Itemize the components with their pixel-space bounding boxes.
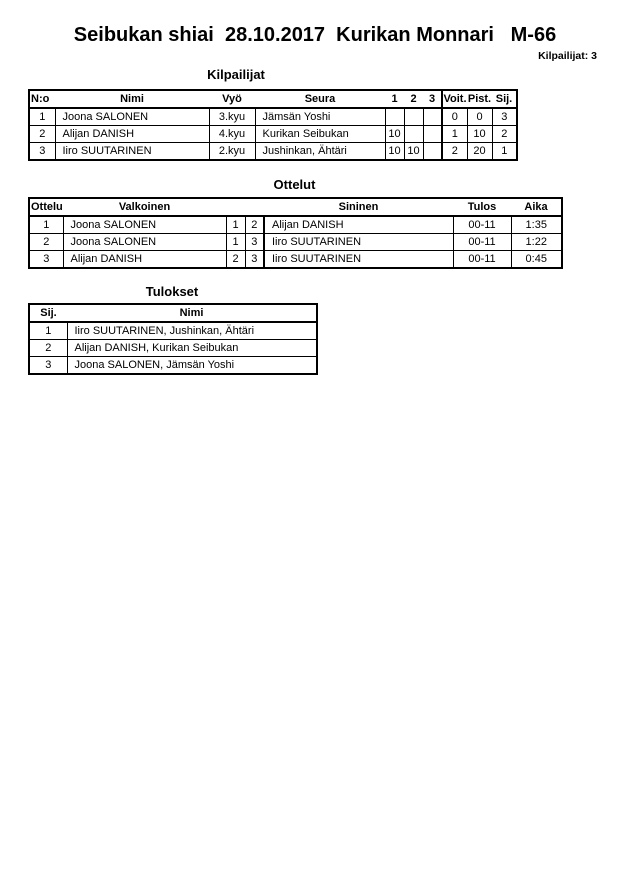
cell-match3 (423, 126, 442, 143)
column-header-no: N:o (29, 90, 55, 108)
cell-sininen: Iiro SUUTARINEN (264, 234, 453, 251)
column-header-match2: 2 (404, 90, 423, 108)
column-header-voit: Voit. (442, 90, 467, 108)
cell-match3 (423, 108, 442, 126)
cell-pist: 10 (467, 126, 492, 143)
section-heading-kilpailijat: Kilpailijat (207, 67, 265, 82)
cell-ottelu: 2 (29, 234, 63, 251)
kilpailijat-row (29, 126, 517, 143)
ottelut-row (29, 216, 562, 234)
cell-nimi: Alijan DANISH (55, 126, 209, 143)
cell-match2: 10 (404, 143, 423, 161)
cell-nimi: Joona SALONEN (55, 108, 209, 126)
column-header-aika: Aika (511, 198, 562, 216)
column-header-sininen: Sininen (264, 198, 453, 216)
cell-sij: 1 (492, 143, 517, 161)
cell-valkoinen: Joona SALONEN (63, 216, 226, 234)
cell-match1 (385, 108, 404, 126)
ottelut-row (29, 234, 562, 251)
cell-voit: 1 (442, 126, 467, 143)
column-header-match3: 3 (423, 90, 442, 108)
cell-sij: 2 (29, 340, 67, 357)
cell-seura: Jämsän Yoshi (255, 108, 385, 126)
column-header-sij: Sij. (29, 304, 67, 322)
cell-sij: 1 (29, 322, 67, 340)
ottelut-row (29, 251, 562, 269)
cell-match2 (404, 108, 423, 126)
cell-valkoinen: Alijan DANISH (63, 251, 226, 269)
tulokset-row (29, 357, 317, 375)
tulokset-table (28, 303, 318, 375)
cell-sininen: Iiro SUUTARINEN (264, 251, 453, 269)
section-heading-ottelut: Ottelut (273, 177, 316, 192)
column-header-sij: Sij. (492, 90, 517, 108)
column-header-blue-no (245, 198, 264, 216)
cell-nimi: Alijan DANISH, Kurikan Seibukan (67, 340, 317, 357)
cell-aika: 1:22 (511, 234, 562, 251)
cell-aika: 0:45 (511, 251, 562, 269)
cell-voit: 2 (442, 143, 467, 161)
cell-tulos: 00-11 (453, 234, 511, 251)
cell-seura: Kurikan Seibukan (255, 126, 385, 143)
cell-white-no: 2 (226, 251, 245, 269)
column-header-seura: Seura (255, 90, 385, 108)
cell-match2 (404, 126, 423, 143)
cell-ottelu: 1 (29, 216, 63, 234)
cell-aika: 1:35 (511, 216, 562, 234)
column-header-match1: 1 (385, 90, 404, 108)
column-header-pist: Pist. (467, 90, 492, 108)
tulokset-row (29, 340, 317, 357)
cell-tulos: 00-11 (453, 216, 511, 234)
page-title: Seibukan shiai 28.10.2017 Kurikan Monnari M-66 (73, 24, 557, 46)
column-header-vyo: Vyö (209, 90, 255, 108)
cell-match1: 10 (385, 126, 404, 143)
tulokset-header-row (29, 304, 317, 322)
kilpailijat-header-row (29, 90, 517, 108)
cell-nimi: Joona SALONEN, Jämsän Yoshi (67, 357, 317, 375)
column-header-valkoinen: Valkoinen (63, 198, 226, 216)
cell-sij: 3 (29, 357, 67, 375)
column-header-nimi: Nimi (55, 90, 209, 108)
cell-pist: 0 (467, 108, 492, 126)
cell-tulos: 00-11 (453, 251, 511, 269)
column-header-white-no (226, 198, 245, 216)
cell-no: 2 (29, 126, 55, 143)
cell-blue-no: 3 (245, 234, 264, 251)
column-header-ottelu: Ottelu (29, 198, 63, 216)
cell-vyo: 3.kyu (209, 108, 255, 126)
cell-blue-no: 3 (245, 251, 264, 269)
cell-no: 3 (29, 143, 55, 161)
cell-white-no: 1 (226, 216, 245, 234)
cell-white-no: 1 (226, 234, 245, 251)
kilpailijat-table (28, 89, 518, 161)
cell-sij: 2 (492, 126, 517, 143)
cell-sininen: Alijan DANISH (264, 216, 453, 234)
kilpailijat-row (29, 108, 517, 126)
ottelut-table (28, 197, 563, 269)
cell-no: 1 (29, 108, 55, 126)
cell-seura: Jushinkan, Ähtäri (255, 143, 385, 161)
ottelut-header-row (29, 198, 562, 216)
cell-valkoinen: Joona SALONEN (63, 234, 226, 251)
section-heading-tulokset: Tulokset (145, 284, 199, 299)
cell-sij: 3 (492, 108, 517, 126)
cell-nimi: Iiro SUUTARINEN (55, 143, 209, 161)
cell-match3 (423, 143, 442, 161)
cell-pist: 20 (467, 143, 492, 161)
tulokset-row (29, 322, 317, 340)
cell-vyo: 4.kyu (209, 126, 255, 143)
cell-nimi: Iiro SUUTARINEN, Jushinkan, Ähtäri (67, 322, 317, 340)
cell-vyo: 2.kyu (209, 143, 255, 161)
cell-voit: 0 (442, 108, 467, 126)
cell-blue-no: 2 (245, 216, 264, 234)
column-header-tulos: Tulos (453, 198, 511, 216)
cell-ottelu: 3 (29, 251, 63, 269)
column-header-nimi: Nimi (67, 304, 317, 322)
competitors-count: Kilpailijat: 3 (538, 50, 597, 62)
cell-match1: 10 (385, 143, 404, 161)
kilpailijat-row (29, 143, 517, 161)
